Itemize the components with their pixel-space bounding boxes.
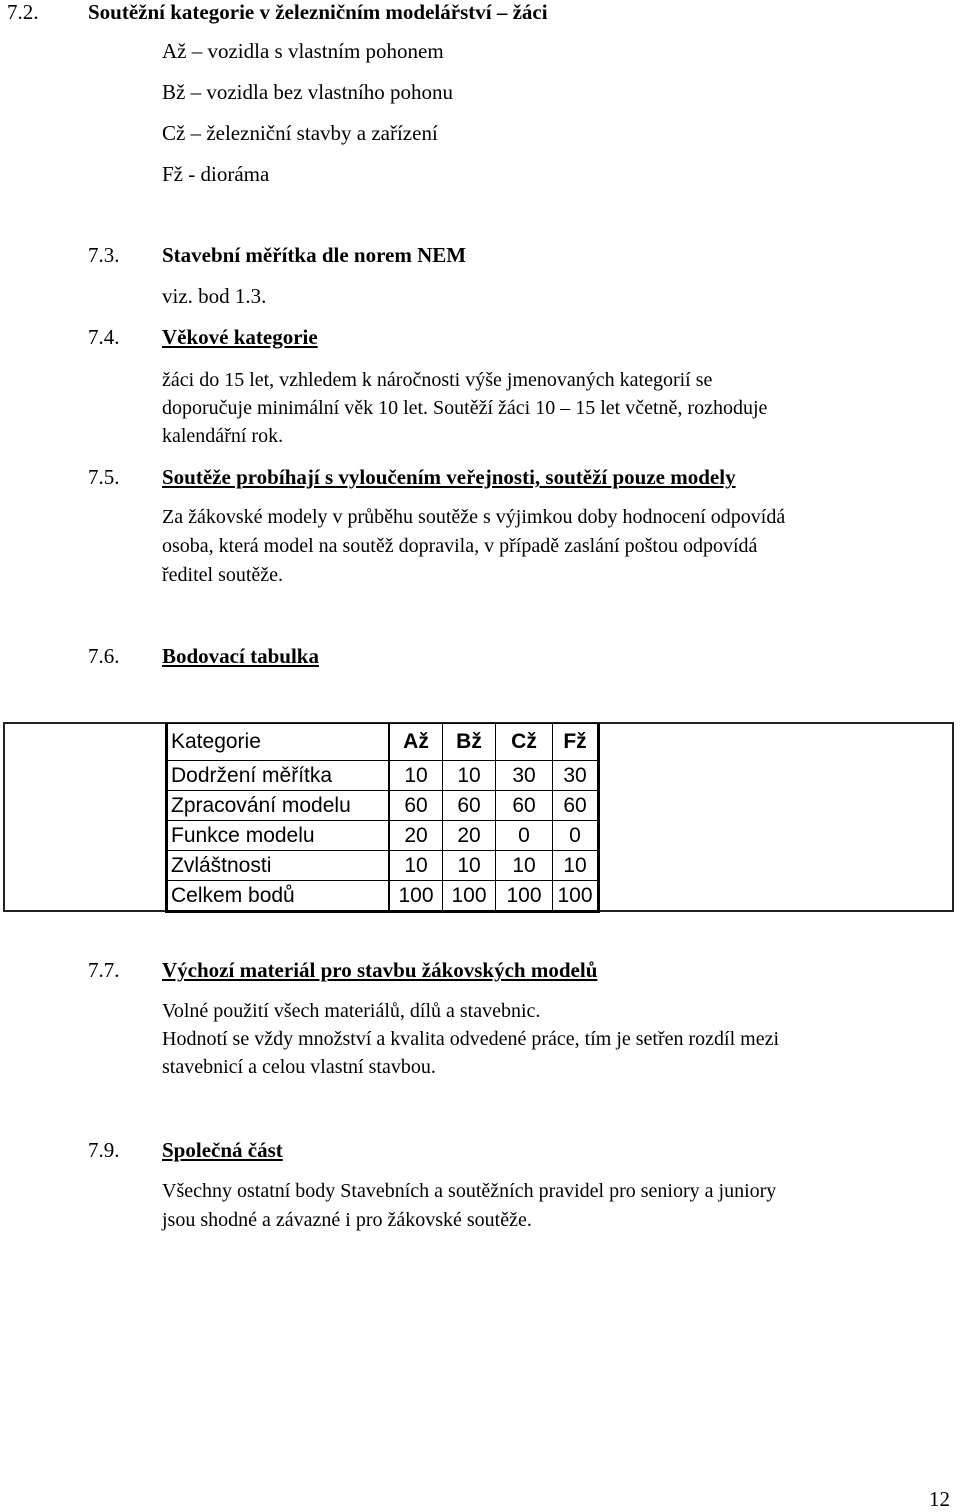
text-line: Hodnotí se vždy množství a kvalita odvedené práce, tím je setřen rozdíl mezi	[162, 1028, 780, 1050]
table-header-cell: Kategorie	[167, 724, 390, 761]
section-number: 7.7.	[88, 958, 120, 982]
table-row	[167, 791, 599, 821]
table-header-row	[167, 724, 599, 761]
table-cell: 60	[496, 791, 553, 821]
section-title: Stavební měřítka dle norem NEM	[162, 243, 467, 267]
table-cell: 30	[553, 761, 599, 791]
table-cell: 10	[553, 851, 599, 881]
table-cell: 100	[389, 881, 443, 912]
section-number: 7.5.	[88, 465, 120, 489]
page-number: 12	[929, 1487, 950, 1511]
score-table	[165, 723, 600, 913]
table-header-cell: Fž	[553, 724, 599, 761]
table-header-cell: Cž	[496, 724, 553, 761]
section-title: Soutěže probíhají s vyloučením veřejnosti, soutěží pouze modely	[162, 465, 736, 489]
table-cell: Funkce modelu	[167, 821, 390, 851]
table-cell: 100	[496, 881, 553, 912]
section-title: Společná část	[162, 1138, 283, 1162]
text-line: doporučuje minimální věk 10 let. Soutěží žáci 10 – 15 let včetně, rozhoduje	[162, 397, 768, 419]
table-cell: 10	[496, 851, 553, 881]
section-text	[162, 997, 779, 1081]
section-number: 7.6.	[88, 644, 120, 668]
text-line: stavebnicí a celou vlastní stavbou.	[162, 1056, 436, 1078]
table-row	[167, 851, 599, 881]
section-title: Výchozí materiál pro stavbu žákovských modelů	[162, 958, 598, 982]
section-text: viz. bod 1.3.	[162, 284, 267, 308]
category-item: Cž – železniční stavby a zařízení	[162, 121, 438, 145]
table-cell: 100	[553, 881, 599, 912]
table-cell: Celkem bodů	[167, 881, 390, 912]
table-cell: 0	[553, 821, 599, 851]
text-line: Za žákovské modely v průběhu soutěže s výjimkou doby hodnocení odpovídá	[162, 506, 786, 528]
section-title: Věkové kategorie	[162, 325, 318, 349]
text-line: ředitel soutěže.	[162, 564, 284, 586]
table-row	[167, 761, 599, 791]
section-number: 7.4.	[88, 325, 120, 349]
section-text	[162, 503, 785, 590]
table-cell: 60	[389, 791, 443, 821]
section-text	[162, 1177, 776, 1235]
table-cell: 10	[443, 761, 496, 791]
section-number: 7.2.	[7, 0, 39, 24]
section-title: Bodovací tabulka	[162, 644, 319, 668]
section-text	[162, 366, 767, 450]
table-cell: 60	[553, 791, 599, 821]
section-number: 7.9.	[88, 1138, 120, 1162]
text-line: kalendářní rok.	[162, 425, 284, 447]
table-cell: Dodržení měřítka	[167, 761, 390, 791]
table-cell: 100	[443, 881, 496, 912]
table-cell: 30	[496, 761, 553, 791]
table-header-cell: Až	[389, 724, 443, 761]
table-cell: 10	[443, 851, 496, 881]
text-line: osoba, která model na soutěž dopravila, v případě zaslání poštou odpovídá	[162, 535, 758, 557]
text-line: Volné použití všech materiálů, dílů a stavebnic.	[162, 1000, 541, 1022]
category-item: Až – vozidla s vlastním pohonem	[162, 39, 444, 63]
table-row	[167, 881, 599, 912]
table-cell: 0	[496, 821, 553, 851]
category-item: Fž - dioráma	[162, 162, 270, 186]
table-cell: 60	[443, 791, 496, 821]
text-line: jsou shodné a závazné i pro žákovské soutěže.	[162, 1209, 532, 1231]
section-number: 7.3.	[88, 243, 120, 267]
text-line: Všechny ostatní body Stavebních a soutěžních pravidel pro seniory a juniory	[162, 1180, 777, 1202]
section-title: Soutěžní kategorie v železničním modelářství – žáci	[88, 0, 548, 24]
table-cell: 10	[389, 851, 443, 881]
category-item: Bž – vozidla bez vlastního pohonu	[162, 80, 454, 104]
text-line: žáci do 15 let, vzhledem k náročnosti výše jmenovaných kategorií se	[162, 369, 713, 391]
table-row	[167, 821, 599, 851]
table-cell: 20	[443, 821, 496, 851]
table-cell: Zvláštnosti	[167, 851, 390, 881]
table-header-cell: Bž	[443, 724, 496, 761]
table-cell: 10	[389, 761, 443, 791]
table-cell: Zpracování modelu	[167, 791, 390, 821]
table-cell: 20	[389, 821, 443, 851]
